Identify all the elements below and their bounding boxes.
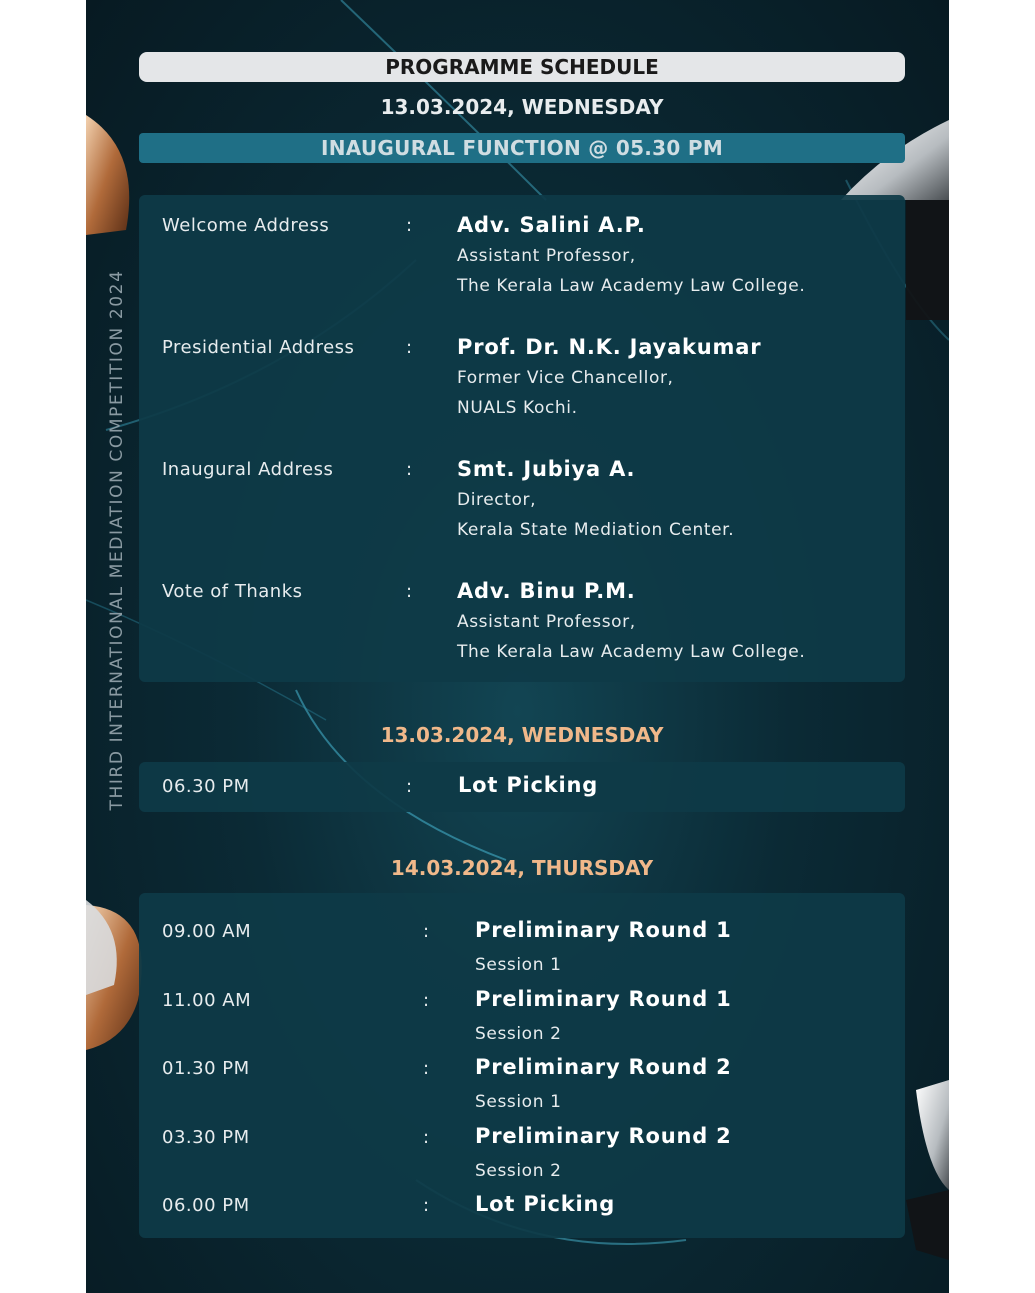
inaugural-date: 13.03.2024, WEDNESDAY: [380, 95, 664, 119]
event-name: Lot Picking: [458, 773, 599, 797]
event-name: Lot Picking: [475, 1192, 616, 1216]
time-label: 06.00 PM: [162, 1195, 250, 1216]
separator-colon: :: [406, 215, 413, 236]
time-label: 06.30 PM: [162, 776, 250, 797]
separator-colon: :: [423, 921, 430, 942]
speaker-name: Adv. Salini A.P.: [457, 213, 646, 237]
event-name: Preliminary Round 2: [475, 1124, 732, 1148]
session-label: Session 2: [475, 1161, 562, 1181]
speaker-title: Assistant Professor,: [457, 246, 636, 266]
separator-colon: :: [423, 1127, 430, 1148]
speaker-institution: Kerala State Mediation Center.: [457, 520, 735, 540]
speaker-name: Adv. Binu P.M.: [457, 579, 636, 603]
separator-colon: :: [423, 1195, 430, 1216]
time-label: 09.00 AM: [162, 921, 252, 942]
session-label: Session 1: [475, 1092, 562, 1112]
separator-colon: :: [406, 776, 413, 797]
time-label: 03.30 PM: [162, 1127, 250, 1148]
speaker-name: Smt. Jubiya A.: [457, 457, 636, 481]
role-label: Inaugural Address: [162, 459, 334, 480]
inaugural-panel: [139, 195, 905, 682]
silver-shape-bottom: [916, 1080, 949, 1190]
day1-date: 13.03.2024, WEDNESDAY: [380, 723, 664, 747]
speaker-title: Assistant Professor,: [457, 612, 636, 632]
competition-title-vertical: THIRD INTERNATIONAL MEDIATION COMPETITION 2024: [107, 269, 127, 811]
poster: [86, 0, 949, 1293]
session-label: Session 2: [475, 1024, 562, 1044]
separator-colon: :: [406, 581, 413, 602]
separator-colon: :: [423, 1058, 430, 1079]
event-name: Preliminary Round 2: [475, 1055, 732, 1079]
role-label: Presidential Address: [162, 337, 355, 358]
role-label: Vote of Thanks: [162, 581, 303, 602]
speaker-institution: The Kerala Law Academy Law College.: [457, 642, 806, 662]
time-label: 11.00 AM: [162, 990, 252, 1011]
speaker-name: Prof. Dr. N.K. Jayakumar: [457, 335, 762, 359]
speaker-title: Former Vice Chancellor,: [457, 368, 674, 388]
speaker-institution: The Kerala Law Academy Law College.: [457, 276, 806, 296]
time-label: 01.30 PM: [162, 1058, 250, 1079]
day2-panel: [139, 893, 905, 1238]
role-label: Welcome Address: [162, 215, 330, 236]
programme-schedule-title: PROGRAMME SCHEDULE: [139, 52, 905, 82]
separator-colon: :: [406, 337, 413, 358]
speaker-title: Director,: [457, 490, 537, 510]
copper-ring-top: [86, 115, 129, 235]
session-label: Session 1: [475, 955, 562, 975]
speaker-institution: NUALS Kochi.: [457, 398, 578, 418]
day1-panel: [139, 762, 905, 812]
event-name: Preliminary Round 1: [475, 987, 732, 1011]
separator-colon: :: [406, 459, 413, 480]
day2-date: 14.03.2024, THURSDAY: [390, 856, 654, 880]
separator-colon: :: [423, 990, 430, 1011]
inaugural-function-bar: INAUGURAL FUNCTION @ 05.30 PM: [139, 133, 905, 163]
event-name: Preliminary Round 1: [475, 918, 732, 942]
